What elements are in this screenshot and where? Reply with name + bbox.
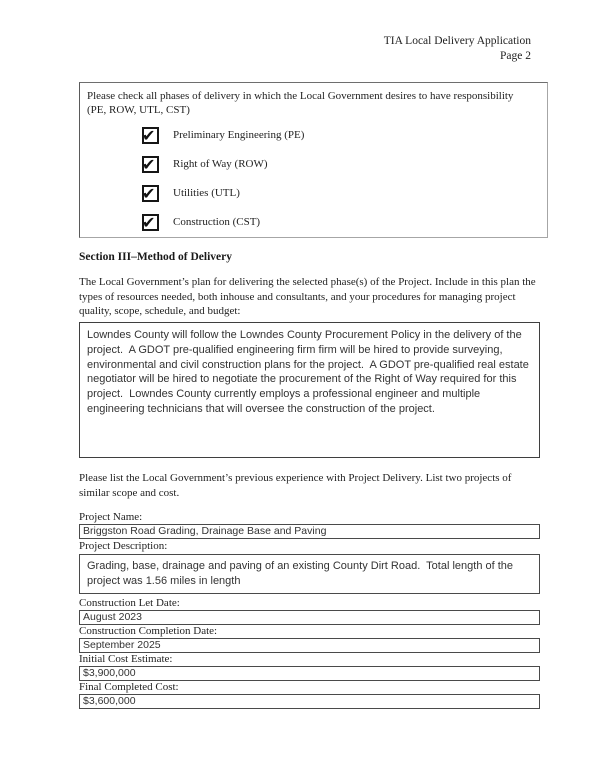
construction-completion-date-label: Construction Completion Date:: [79, 625, 218, 637]
section3-heading: Section III–Method of Delivery: [79, 251, 232, 263]
document-header: [0, 34, 531, 64]
checkbox-pe-label: Preliminary Engineering (PE): [173, 129, 305, 141]
page-number: Page 2: [500, 50, 531, 62]
checkbox-utl-label: Utilities (UTL): [173, 187, 240, 199]
project-name-input[interactable]: [79, 524, 540, 539]
final-completed-cost-input[interactable]: [79, 694, 540, 709]
construction-let-date-input[interactable]: [79, 610, 540, 625]
construction-let-date-value: August 2023: [83, 611, 142, 623]
initial-cost-estimate-value: $3,900,000: [83, 667, 136, 679]
check-mark-icon: ✔: [142, 125, 156, 145]
project-name-value: Briggston Road Grading, Drainage Base and Paving: [83, 525, 327, 537]
project-name-label: Project Name:: [79, 511, 143, 523]
delivery-plan-textarea[interactable]: [79, 322, 540, 458]
final-completed-cost-label: Final Completed Cost:: [79, 681, 179, 693]
initial-cost-estimate-label: Initial Cost Estimate:: [79, 653, 173, 665]
section3-prompt: The Local Government’s plan for delivering the selected phase(s) of the Project. Include in this plan the types of resources needed, both inhouse and consultants, and your procedures for managing project quality, scope, schedule, and budget:: [79, 276, 536, 318]
checkbox-row-cst: [142, 213, 539, 231]
document-title: TIA Local Delivery Application: [383, 35, 531, 47]
checkbox-row-row: [142, 155, 539, 173]
initial-cost-estimate-input[interactable]: [79, 666, 540, 681]
delivery-plan-text: Lowndes County will follow the Lowndes County Procurement Policy in the delivery of the project. A GDOT pre-qualified engineering firm firm will be hired to provide surveying, environmental and civil construction plans for the project. A GDOT pre-qualified real estate negotiator will be hired to negotiate the procurement of the Right of Way required for this project. Lowndes County currently employs a professional engineer and multiple engineering technicians that will oversee the construction of the project.: [87, 329, 532, 415]
project-description-value: Grading, base, drainage and paving of an existing County Dirt Road. Total length of the project was 1.56 miles in length: [87, 560, 517, 587]
checkbox-row-pe: [142, 126, 539, 144]
check-mark-icon: ✔: [142, 212, 156, 232]
checkbox-cst-label: Construction (CST): [173, 216, 261, 228]
checkbox-row[interactable]: [142, 156, 159, 173]
checkbox-cst[interactable]: [142, 214, 159, 231]
check-mark-icon: ✔: [142, 183, 156, 203]
checkbox-row-utl: [142, 184, 539, 202]
phases-checkbox-list: [142, 126, 539, 231]
checkbox-row-label: Right of Way (ROW): [173, 158, 268, 170]
construction-let-date-label: Construction Let Date:: [79, 597, 180, 609]
phases-instruction-line1: Please check all phases of delivery in which the Local Government desires to have responsibility: [87, 90, 514, 102]
experience-prompt: Please list the Local Government’s previous experience with Project Delivery. List two projects of similar scope and cost.: [79, 472, 512, 499]
checkbox-pe[interactable]: [142, 127, 159, 144]
checkbox-utl[interactable]: [142, 185, 159, 202]
phases-checklist-box: [79, 82, 548, 238]
project-description-textarea[interactable]: [79, 554, 540, 594]
phases-instruction-line2: (PE, ROW, UTL, CST): [87, 104, 190, 116]
project-description-label: Project Description:: [79, 540, 168, 552]
construction-completion-date-input[interactable]: [79, 638, 540, 653]
construction-completion-date-value: September 2025: [83, 639, 161, 651]
final-completed-cost-value: $3,600,000: [83, 695, 136, 707]
check-mark-icon: ✔: [142, 154, 156, 174]
